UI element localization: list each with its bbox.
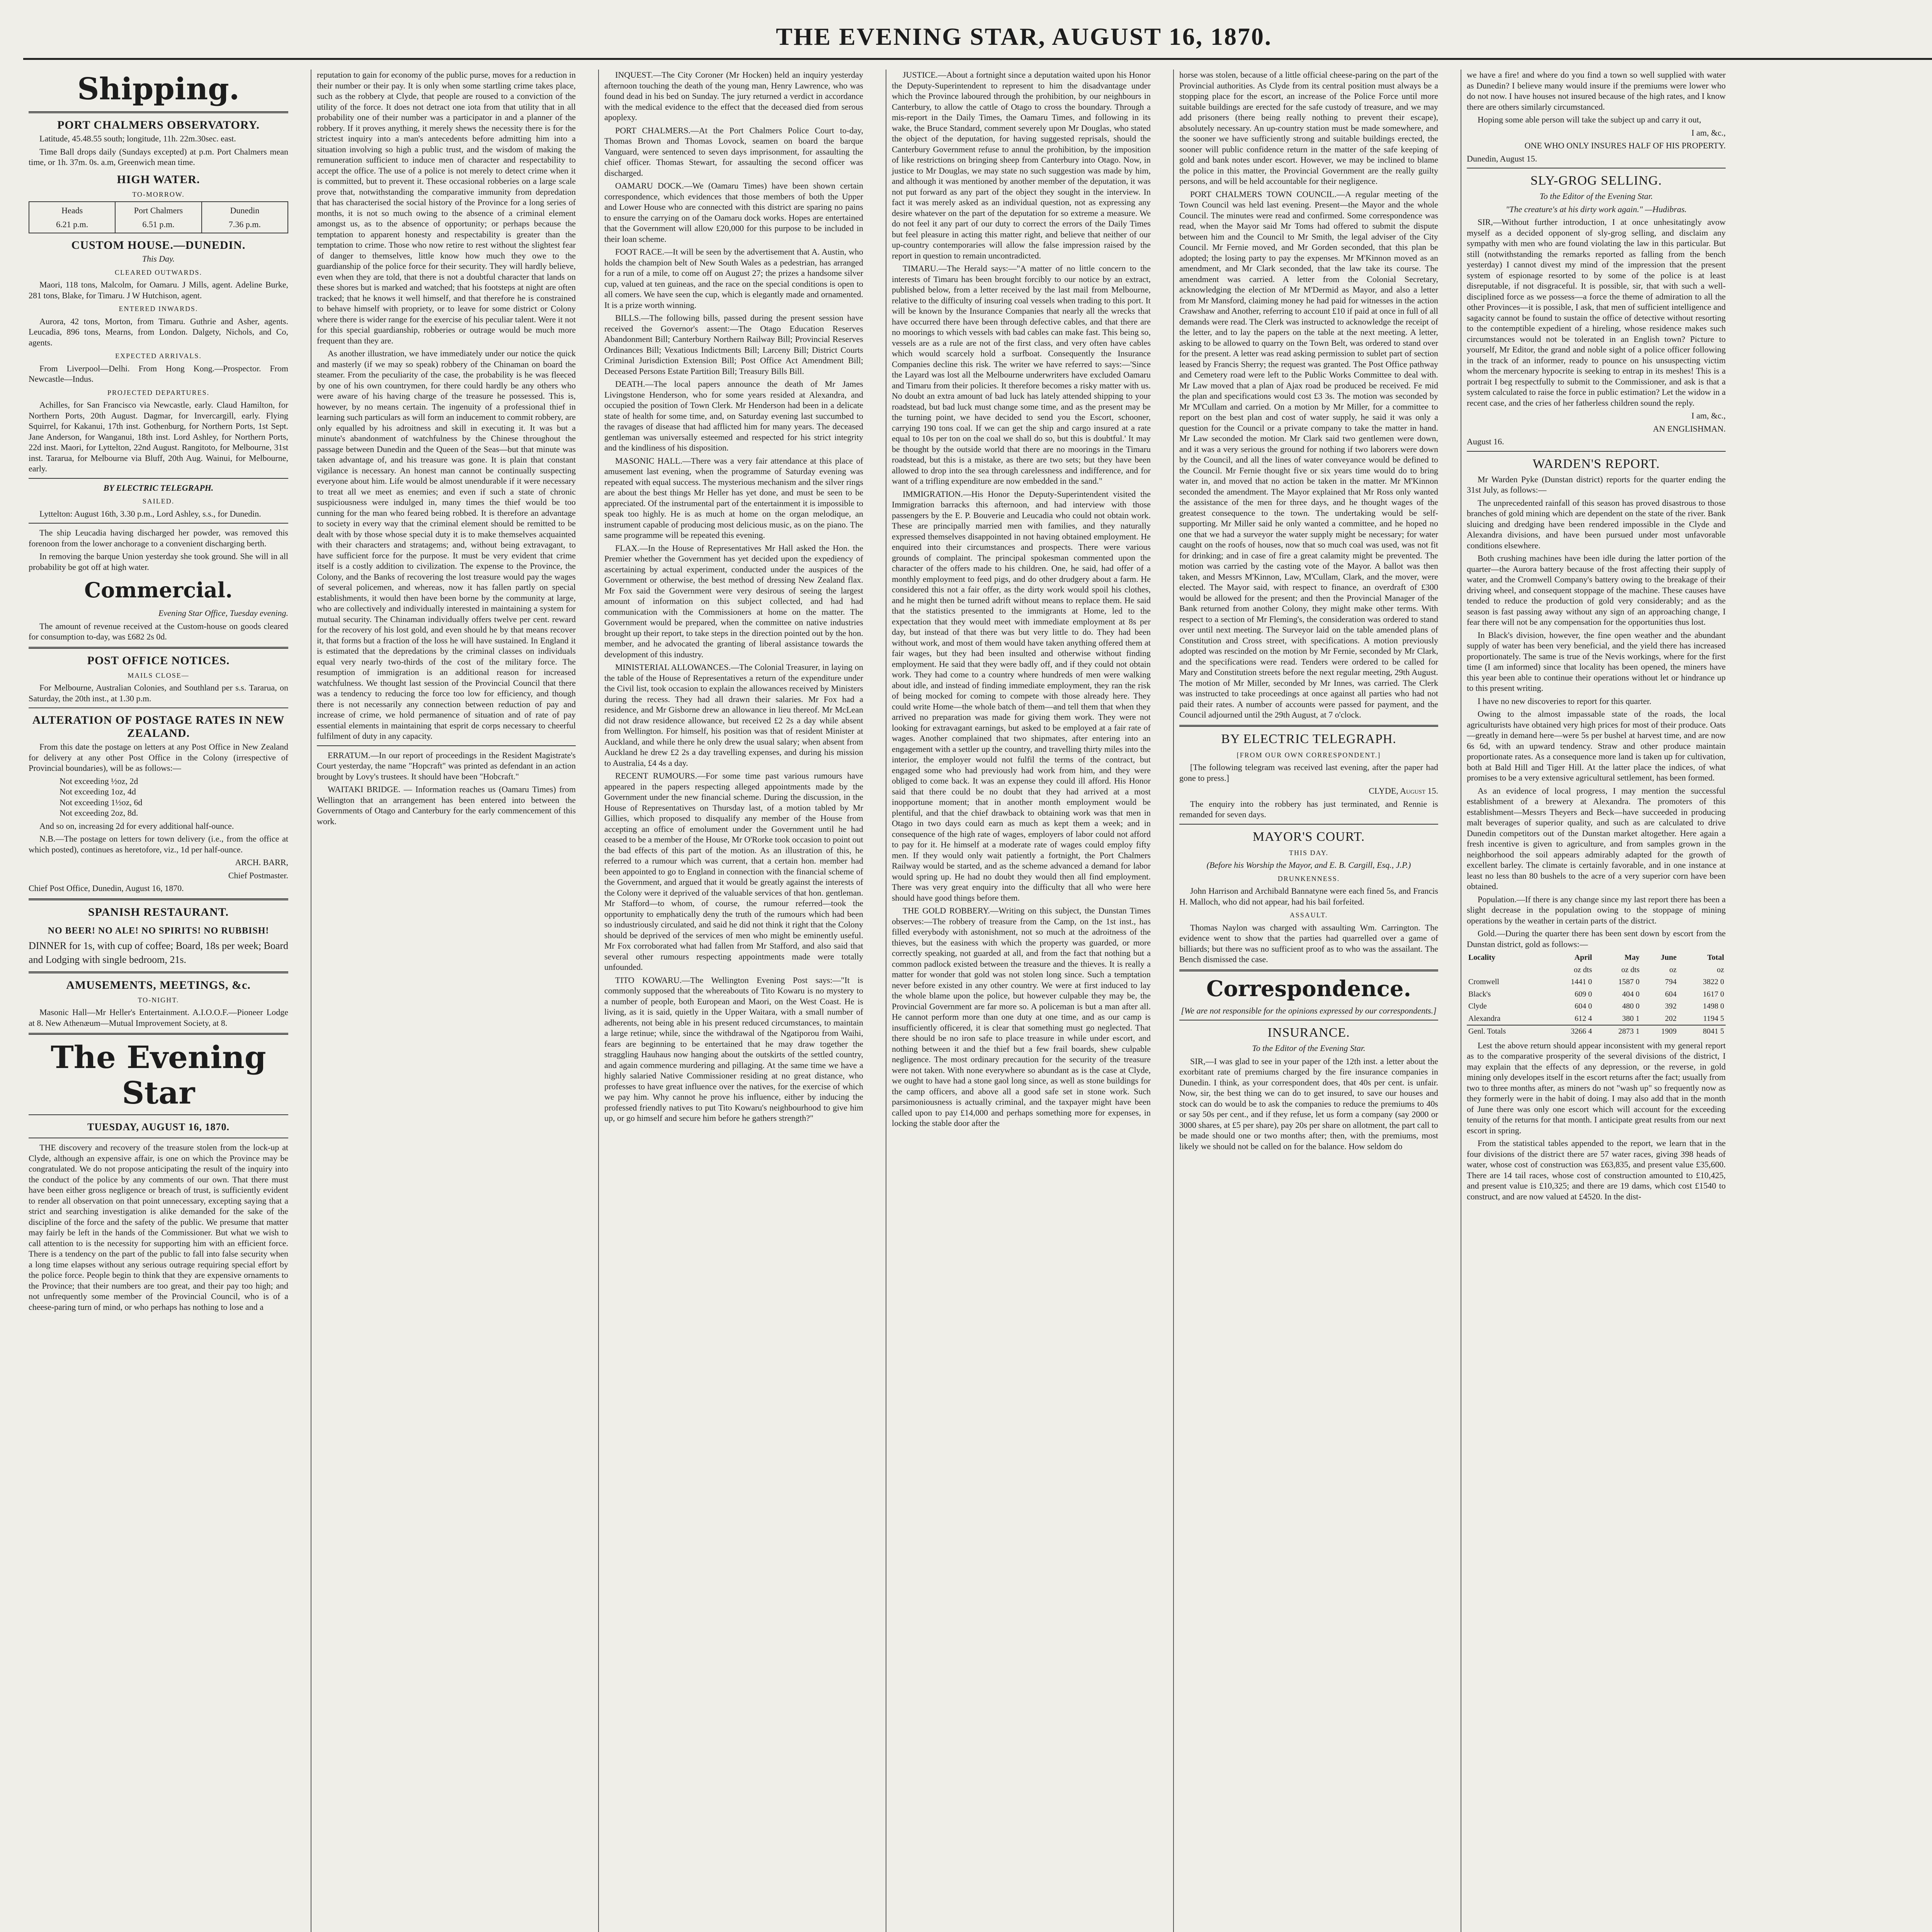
divider: [29, 707, 288, 708]
column-3: [598, 70, 869, 1932]
divider: [29, 111, 288, 113]
shipping-heading: Shipping.: [77, 71, 240, 107]
divider: [29, 898, 288, 900]
tide-port-chalmers: [115, 202, 201, 233]
table-header: Locality: [1468, 953, 1495, 962]
wardens-report-text-5: I have no new discoveries to report for this quarter.: [1478, 696, 1651, 706]
table-cell: 794: [1665, 978, 1677, 986]
table-header: April: [1574, 953, 1592, 962]
timaru-text: TIMARU.—The Herald says:—"A matter of no little concern to the interests of Timaru has been brought forcibly to our notice by an extract, published below, from a letter received by the last mail from Melbourne, relative to the difficulty of insuring coal vessels when trading to this port. It will be known by the Insurance Companies that nearly all the wrecks that have occurred there have been through defective cables, and that there are no moorings to which vessels with bad cables can make fast. This being so, vessels are as a rule are not of the first class, and very often have cables which would scarcely hold a surfboat. Consequently the Insurance Companies decline this risk. The writer we have referred to says:—'Since the Layard was lost all the Melbourne underwriters have excluded Oamaru and Timaru from their policies. It therefore becomes a risky matter with us. No doubt an extra amount of bad luck has lately attended shipping to your roadstead, but bad luck must change some time, and as the present may be the turning point, we have decided to send you the Escort, schooner, carrying 190 tons coal. If we can get the ship and cargo insured at a rate equal to 10s per ton on the coal we shall do so, but this is doubtful.' It may be thought by the outside world that there are no moorings in the Timaru roadstead, but this is a mistake, as there are two sets; but they have been allowed to drop into the sea through carelessness and indifference, and for want of a trifling expenditure are now embedded in the sand.": [892, 264, 1151, 486]
flax-text: FLAX.—In the House of Representatives Mr Hall asked the Hon. the Premier whether the Government has yet decided upon the expediency of ascertaining by actual experiment, conducted under the auspices of the Government or otherwise, the best method of dressing New Zealand flax. Mr Fox said the Government were very desirous of seeing the largest amount of information on this subject collected, and had had communication with the Commissioners at home on the matter. The Government would be prepared, when the committee on native industries brought up their report, to take steps in the direction pointed out by the hon. member, and he advocated the granting of liberal assistance towards the development of this industry.: [604, 543, 863, 659]
sly-grog-quote: "The creature's at his dirty work again." —Hudibras.: [1505, 204, 1687, 214]
telegraph-text: The enquiry into the robbery has just terminated, and Rennie is remanded for seven days.: [1179, 799, 1438, 819]
insurance-dateline: Dunedin, August 15.: [1467, 153, 1537, 163]
waitaki-bridge-text: WAITAKI BRIDGE. — Information reaches us (Oamaru Times) from Wellington that an arrangement has been entered into between the Governments of Otago and Canterbury for the early commencement of this work.: [317, 784, 576, 826]
table-header: June: [1660, 953, 1677, 962]
tide-table: [29, 201, 288, 233]
sly-grog-date: August 16.: [1467, 437, 1504, 446]
wardens-report-text-1: Mr Warden Pyke (Dunstan district) reports for the quarter ending the 31st July, as follows:—: [1467, 474, 1726, 495]
assault-heading: ASSAULT.: [1289, 911, 1328, 919]
divider: [1467, 451, 1726, 452]
divider: [29, 1114, 288, 1115]
drunkenness-text: John Harrison and Archibald Bannatyne were each fined 5s, and Francis H. Malloch, who did not appear, had his bail forfeited.: [1179, 886, 1438, 906]
table-cell: Genl. Totals: [1467, 1025, 1546, 1038]
telegraph-note: [The following telegram was received last evening, after the paper had gone to press.]: [1179, 762, 1438, 783]
table-cell: 202: [1665, 1014, 1677, 1023]
wardens-report-text-8: Population.—If there is any change since my last report there has been a slight decrease in the population owing to the stoppage of mining operations by the weather in certain parts of the district.: [1467, 894, 1726, 925]
table-cell: 612 4: [1575, 1014, 1592, 1023]
immigration-text: IMMIGRATION.—His Honor the Deputy-Superintendent visited the Immigration barracks this afternoon, and had interview with those passengers by the E. P. Bouverie and Leucadia who could not obtain work. These are principally married men with families, and they naturally expressed themselves disappointed in not having obtained employment. He enquired into their circumstances and prospects. There were various grounds of complaint. The principal spokesman commented upon the character of the offers made to his children. One, he said, had offer of a monthly employment to feed pigs, and do other drudgery about a farm. He considered this not a fair offer, as the dirty work would spoil his clothes, and he might then be turned adrift without means to replace them. He said that the statistics presented to the immigrants at Home, led to the expectation that they would meet with immediate employment at 8s per day, but instead of that there was but very little to do. They had been without work, and most of them would have taken anything offered them at fair wages, but they had been insulted and otherwise without finding employment. He said that they were badly off, and if they could not obtain work. They had come to a country where hundreds of men were walking about idle, and instead of finding immediate employment, they ran the risk of being mocked for coming to compete with those already here. They could write Home—the whole batch of them—and tell them that when they arrived no preparation was made for giving them work. They were not looking for extravagant earnings, but asked to be employed at a fair rate of wages. Another complained that two shipmates, after entering into an engagement with a settler up the country, and travelling thirty miles into the interior, the employer would not fulfil the terms of the contract, but engaged some who had previously had work from him, and they were obliged to come back. It was an expense they could ill afford. His Honor said that there could be no doubt that they had arrived at a most inopportune moment; that in another month employment would be plentiful, and that the chief drawback to obtaining work was that men in Otago in two days could earn as much as kept them a week; and in consequence of the high rate of wages, employers of labor could not afford to pay for it. He himself at a moderate rate of wages could employ fifty men. If they would only wait patiently a fortnight, the Port Chalmers Railway would be started, and as the scheme advanced a demand for labor would spring up. He had no doubt they would then all find employment. There was very great enquiry into the difficulty that all who were here should have good things before them.: [892, 489, 1151, 903]
table-unit: [1467, 964, 1546, 976]
column-2: [311, 70, 581, 1932]
table-cell: 1498 0: [1703, 1002, 1724, 1010]
table-cell: 404 0: [1622, 990, 1640, 998]
wardens-report-text-6: Owing to the almost impassable state of the roads, the local agriculturists have obtained very high prices for most of their produce. Oats—greatly in demand here—were 5s per bushel at harvest time, and are now 6s 6d, with an upward tendency. Straw and other produce maintain proportionate rates. As a consequence more land is taken up for cultivation, both at Bald Hill and Tiger Hill. At the latter place the indices, of what promises to be a very extensive agricultural settlement, has been formed.: [1467, 709, 1726, 782]
rate-item: Not exceeding 1½oz, 6d: [60, 797, 143, 807]
table-cell: 3266 4: [1546, 1025, 1594, 1038]
telegraph-sub: SAILED.: [142, 497, 175, 505]
port-chalmers-text: PORT CHALMERS.—At the Port Chalmers Police Court to-day, Thomas Brown and Thomas Lovock, seamen on board the barque Vanguard, were sentenced to seven days imprisonment, for assaulting the chief officer. Thomas Stewart, for assaulting the second officer was discharged.: [604, 125, 863, 178]
projected-departures-heading: PROJECTED DEPARTURES.: [107, 388, 210, 396]
entered-inwards-text: Aurora, 42 tons, Morton, from Timaru. Guthrie and Asher, agents. Leucadia, 896 tons, Mearns, from London. Dalgety, Nichols, and Co, agents.: [29, 316, 288, 347]
masthead: [23, 15, 1932, 60]
gold-escort-table: [1467, 952, 1726, 1038]
commercial-heading: Commercial.: [84, 578, 233, 602]
cleared-outwards-heading: CLEARED OUTWARDS.: [115, 268, 202, 276]
rate-item: Not exceeding 1oz, 4d: [60, 787, 136, 796]
insurance-sign-2: ONE WHO ONLY INSURES HALF OF HIS PROPERTY.: [1524, 141, 1726, 150]
paper-title: The Evening Star: [51, 1039, 266, 1111]
table-row: [1467, 1000, 1726, 1013]
high-water-sub: TO-MORROW.: [132, 190, 185, 198]
table-header: Total: [1707, 953, 1724, 962]
correspondence-note: [We are not responsible for the opinions expressed by our correspondents.]: [1181, 1005, 1437, 1015]
mayors-court-sub: THIS DAY.: [1289, 849, 1329, 857]
divider: [29, 523, 288, 524]
divider: [1179, 824, 1438, 825]
insurance-heading: INSURANCE.: [1267, 1026, 1350, 1040]
sly-grog-to: To the Editor of the Evening Star.: [1539, 191, 1653, 201]
spanish-restaurant-text: DINNER for 1s, with cup of coffee; Board, 18s per week; Board and Lodging with single bedroom, 21s.: [29, 940, 288, 965]
insurance-continued: we have a fire! and where do you find a town so well supplied with water as Dunedin? I believe many would insure if the premiums were lower who do not now. I have houses not insured because of the high rates, and I know there are others similarly circumstanced.: [1467, 70, 1726, 112]
alteration-heading: ALTERATION OF POSTAGE RATES IN NEW ZEALAND.: [32, 714, 285, 740]
table-header-row: [1467, 952, 1726, 964]
paper-date: TUESDAY, AUGUST 16, 1870.: [87, 1121, 230, 1133]
leucadia-text-1: The ship Leucadia having discharged her powder, was removed this forenoon from the lower anchorage to a convenient discharging berth.: [29, 528, 288, 548]
customs-heading: CUSTOM HOUSE.—DUNEDIN.: [71, 239, 246, 252]
leader-continued-2: As another illustration, we have immediately under our notice the quick and masterly (if we may so speak) robbery of the Chinaman on board the steamer. From the peculiarity of the case, the probability is he was fleeced by one of his own countrymen, for there could hardly be any others who were aware of his having charge of the treasure he possessed. This is, however, by no means certain. The ingenuity of a professional thief in learning such particulars as will form an inducement to commit robbery, are only equalled by his adroitness and skill in executing it. It was but a minute's abandonment of watchfulness by the Chinese throughout the passage between Dunedin and the Queen of the Seas—but that minute was taken advantage of, and his treasure was gone. It is plain that constant vigilance is necessary. An honest man cannot be continually suspecting everyone about him. Life would be almost unendurable if it were necessary to treat all we meet as enemies; and even if such a state of chronic suspiciousness were indulged in, many times the thief would be too cunning for the man who feared being robbed. It is therefore an advantage to society in every way that the criminal element should be remitted to be dealt with by those whose special duty it is to make themselves acquainted with their characters and stratagems; and, without being extravagant, to have sufficient force for the purpose. It must be very evident that crime itself is a costly addition to civilization. The expense to the Province, the Colony, and the Banks of recovering the lost treasure would pay the wages of several policemen, and whereas, now it has fallen partly on special establishments, it would then have been borne by the community at large, who are collectively and individually interested in maintaining a system for mutual security. The Chinaman individually offers twelve per cent. reward for the recovery of his lost gold, and even should he by that means recover it, that forms but a fraction of the loss he will have sustained. In England it is estimated that the depredations by the criminal classes on individuals equal very nearly two-thirds of the cost of the military force. The resumption of immigration is an additional reason for increased watchfulness. We thought last session of the Provincial Council that there was a tendency to reducing the force too low for efficiency, and though there is not necessarily any connection between reduction of pay and increase of crime, we hold permanence of situation and of rate of pay essential elements in maintaining that esprit de corps necessary to cheerful fulfilment of duty in any capacity.: [317, 349, 576, 741]
rate-item: Not exceeding ½oz, 2d: [60, 776, 138, 786]
insurance-text: SIR,—I was glad to see in your paper of the 12th inst. a letter about the exorbitant rate of premiums charged by the fire insurance companies in Dunedin. I think, as your correspondent does, that 40s per cent. is unfair. Now, sir, the best thing we can do to get insured, to save our houses and stock can do would be to ask the companies to reduce the premiums to 40s or say 50s per cent., and if they refuse, let us form a company (say 2000 or 3000 shares, at £5 per share), pay 20s per share on allotment, the part call to be made should one or two months after; then, with the premiums, most likely we should not be called on for the balance. How seldom do: [1179, 1056, 1438, 1151]
commercial-text: The amount of revenue received at the Custom-house on goods cleared for consumption to-day, was £682 2s 0d.: [29, 621, 288, 641]
timeball-text: Time Ball drops daily (Sundays excepted) at p.m. Port Chalmers mean time, or 1h. 37m. 0s. a.m, Greenwich mean time.: [29, 146, 288, 167]
column-1: [23, 70, 294, 1932]
masonic-hall-text: MASONIC HALL.—There was a very fair attendance at this place of amusement last evening, when the programme of Saturday evening was repeated with equal success. The mysterious mechanism and the silver rings are about the best things Mr Heller has yet done, and must be seen to be appreciated. Of the instrumental part of the entertainment it is impossible to speak too highly. He is as much at home on the organ melodique, an instrument capable of producing most delicious music, as on the piano. The same programme will be repeated this evening.: [604, 456, 863, 540]
table-cell: Cromwell: [1468, 978, 1499, 986]
customs-sub: This Day.: [142, 254, 175, 264]
bills-text: BILLS.—The following bills, passed during the present session have received the Governor's assent:—The Otago Education Reserves Abandonment Bill; Canterbury Northern Railway Bill; Provincial Reserves Ordinances Bill; Vexatious Indictments Bill; Larceny Bill; District Courts Criminal Jurisdiction Extension Bill; Post Office Act Amendment Bill; Deceased Persons Estate Partition Bill; Treasury Bills Bill.: [604, 313, 863, 376]
wardens-report-text-11: From the statistical tables appended to the report, we learn that in the four divisions of the district there are 57 water races, giving 398 heads of water, whose cost of construction was £63,835, and present value £35,600. There are 14 tail races, whose cost of construction amounted to £10,425, and present value is £10,325; and there are 19 dams, which cost £1540 to construct, and are now valued at £4520. In the dist-: [1467, 1138, 1726, 1201]
entered-inwards-heading: ENTERED INWARDS.: [119, 305, 198, 313]
table-unit: oz dts: [1573, 965, 1592, 974]
telegraph-heading: BY ELECTRIC TELEGRAPH.: [1221, 731, 1396, 746]
table-row: [1467, 976, 1726, 988]
table-cell: 480 0: [1622, 1002, 1640, 1010]
divider: [317, 745, 576, 746]
post-office-heading: POST OFFICE NOTICES.: [87, 654, 230, 667]
divider: [29, 647, 288, 649]
telegraph-text: Lyttelton: August 16th, 3.30 p.m., Lord Ashley, s.s., for Dunedin.: [39, 509, 261, 519]
table-cell: 3822 0: [1703, 978, 1724, 986]
column-5: [1173, 70, 1444, 1932]
divider: [29, 478, 288, 479]
wardens-report-text-3: Both crushing machines have been idle during the latter portion of the quarter—the Aurora battery because of the frost affecting their supply of water, and the Cromwell Company's battery owing to the breakage of their driving wheel, and consequent stoppage of the machine. These causes have tended to reduce the production of gold very considerably; and as the season is fast passing away without any sign of an approaching change, I fear there will not be any compensation for the opportunities thus lost.: [1467, 553, 1726, 627]
column-6: [1461, 70, 1731, 1932]
high-water-heading: HIGH WATER.: [117, 173, 200, 186]
expected-arrivals-heading: EXPECTED ARRIVALS.: [115, 352, 202, 360]
recent-rumours-text: RECENT RUMOURS.—For some time past various rumours have appeared in the papers respecting alleged appointments made by the Government under the new financial scheme. During the discussion, in the House of Representatives on Thursday last, of a motion tabled by Mr Gillies, which proposed to disqualify any member of the House from accepting an office of emolument under the Government until he had ceased to be a member of the House, Mr O'Rorke took occasion to point out the bad effects of this part of the motion. As an illustration of this, he referred to a rumour which was current, that a certain hon. member had been appointed to go to England in connection with the financial scheme of the Government, and argued that it would be greatly against the interests of the Colony were it deprived of the valuable services of that hon. gentleman. Mr Stafford—to whom, of course, the rumour referred—took the opportunity to emphatically deny the truth of the rumours which had been so industriously circulated, and said he did not think it right that the Colony should be deprived of the services of men who might be eminently useful. Mr Fox corroborated what had fallen from Mr Stafford, and also said that several other rumours respecting appointments made were totally unfounded.: [604, 771, 863, 972]
telegraph-sub: [FROM OUR OWN CORRESPONDENT.]: [1236, 751, 1381, 759]
wardens-report-text-2: The unprecedented rainfall of this season has proved disastrous to those branches of gold mining which are dependent on the state of the river. Bank sluicing and dredging have been rendered impossible in the Clyde and Alexandra divisions, and have been pursued under most unfavorable conditions elsewhere.: [1467, 498, 1726, 550]
gold-robbery-text: THE GOLD ROBBERY.—Writing on this subject, the Dunstan Times observes:—The robbery of treasure from the Camp, on the 1st inst., has filled everybody with astonishment, not so much at the adroitness of the thieves, but the easiness with which the property was guarded, or more correctly speaking, not guarded at all, and from the fact that nothing but a common padlock existed between the treasure and the thieves. It is really a matter for wonder that gold was not stolen long since. Such a temptation never before existed in any other country. We were at first induced to lay the whole blame upon the police, but however culpable they may be, the Provincial Government are far more so. A policeman is but a man after all. He cannot perform more than one duty at one time, and as our camp is insufficiently officered, it is clear that something must go neglected. That there should be no iron safe to place treasure in while under escort, and nothing between it and the thief but a few frail boards, shew culpable negligence. The most ordinary precaution for the security of the treasure were not taken. With none everywhere so abundant as is the case at Clyde, we ought to have had a stone gaol long since, as well as stone buildings for the camp officers, and above all a good safe set in stone work. Such parsimoniousness is actually criminal, and the taxpayer might have been called upon to pay £14,000 and perhaps something more for expenses, in locking the stable door after the: [892, 906, 1151, 1128]
wardens-report-text-4: In Black's division, however, the fine open weather and the abundant supply of water has been very beneficial, and the yield there has increased proportionately. The same is true of the Nevis workings, where for the first time (I am informed) since that locality has been opened, the miners have this year been able to continue their operations without let or hindrance up to this present writing.: [1467, 630, 1726, 693]
wardens-report-text-9: Gold.—During the quarter there has been sent down by escort from the Dunstan district, gold as follows:—: [1467, 929, 1726, 949]
table-header: May: [1624, 953, 1640, 962]
table-cell: Black's: [1468, 990, 1491, 998]
divider: [29, 971, 288, 973]
table-cell: 392: [1665, 1002, 1677, 1010]
mayors-court-heading: MAYOR'S COURT.: [1252, 829, 1365, 844]
sly-grog-heading: SLY-GROG SELLING.: [1530, 173, 1662, 188]
observatory-text: Latitude, 45.48.55 south; longitude, 11h. 22m.30sec. east.: [39, 134, 236, 143]
table-unit: oz: [1669, 965, 1677, 974]
cleared-outwards-text: Maori, 118 tons, Malcolm, for Oamaru. J Mills, agent. Adeline Burke, 281 tons, Blake, for Timaru. J W Hutchison, agent.: [29, 280, 288, 300]
tide-time: 7.36 p.m.: [228, 219, 261, 229]
foot-race-text: FOOT RACE.—It will be seen by the advertisement that A. Austin, who holds the champion belt of New South Wales as a pedestrian, has arranged for a run of a mile, to come off on August 27; the prizes a handsome silver cup, valued at ten guineas, and the race on the special conditions is open to all comers. We have seen the cup, which is elegantly made and ornamented. It is a prize worth winning.: [604, 247, 863, 310]
divider: [1179, 725, 1438, 727]
table-cell: 1909: [1641, 1025, 1678, 1038]
assault-text: Thomas Naylon was charged with assaulting Wm. Carrington. The evidence went to show that the parties had quarrelled over a game of billiards; but there was no sufficient proof as to who was the assailant. The Bench dismissed the case.: [1179, 922, 1438, 964]
wardens-report-text-10: Lest the above return should appear inconsistent with my general report as to the comparative prosperity of the several divisions of the district, I may explain that the effects of any depression, or the reverse, in gold mining only developes itself in the escort returns after the fact; usually from two to three months after, as miners do not "wash up" so frequently now as they formerly were in the habit of doing. I may also add that in the month of June there was only one escort which will account for the exceeding tenuity of the returns for that month. I anticipate great results from our next escort in spring.: [1467, 1040, 1726, 1135]
table-unit: oz: [1717, 965, 1724, 974]
table-cell: Clyde: [1468, 1002, 1487, 1010]
gold-robbery-continued: horse was stolen, because of a little official cheese-paring on the part of the Provincial authorities. As Clyde from its central position must always be a stopping place for the escort, an increase of the Police Force until more suitable buildings are erected for the safe custody of treasure, and we may add prisoners (there being really nothing to prevent their escape), absolutely necessary. An up-country station must be made somewhere, and the sooner we have sufficiently strong and suitable buildings erected, the sooner will public confidence return in the matter of the safe keeping of gold and bank notes under escort. However, we may be inclined to blame the police in this matter, the Provincial Government are the really guilty persons, and will be held accountable for their negligence.: [1179, 70, 1438, 186]
table-cell: 8041 5: [1678, 1025, 1726, 1038]
table-cell: 1587 0: [1618, 978, 1640, 986]
divider: [1179, 969, 1438, 971]
projected-departures-text: Achilles, for San Francisco via Newcastle, early. Claud Hamilton, for Northern Ports, 20th August. Dagmar, for Invercargill, early. Flying Squirrel, for Kakanui, 17th inst. Gothenburg, for Northern Ports, 1st Sept. Jane Anderson, for Wanganui, 18th inst. Lord Ashley, for Northern Ports, 22d inst. Maori, for Lyttelton, 22nd August. Rangitoto, for Melbourne, 31st inst. Tararua, for Melbourne via Bluff, 20th Aug. Wainui, for Melbourne, early.: [29, 400, 288, 473]
signature-place: Chief Post Office, Dunedin, August 16, 1870.: [29, 883, 184, 893]
insurance-closing: Hoping some able person will take the subject up and carry it out,: [1478, 115, 1701, 124]
insurance-sign-1: I am, &c.,: [1691, 128, 1726, 138]
table-cell: 380 1: [1622, 1014, 1640, 1023]
rates-after-text: And so on, increasing 2d for every additional half-ounce.: [39, 821, 234, 831]
table-cell: 604: [1665, 990, 1677, 998]
mayors-court-bench: (Before his Worship the Mayor, and E. B. Cargill, Esq., J.P.): [1206, 860, 1411, 870]
table-total-row: [1467, 1025, 1726, 1038]
nb-text: N.B.—The postage on letters for town delivery (i.e., from the office at which posted), continues as heretofore, viz., 1d per half-ounce.: [29, 834, 288, 854]
table-row: [1467, 1013, 1726, 1026]
observatory-heading: PORT CHALMERS OBSERVATORY.: [57, 119, 260, 131]
erratum-text: ERRATUM.—In our report of proceedings in the Resident Magistrate's Court yesterday, the name "Hopcraft" was printed as defendant in an action brought by Lovy's trustees. It should have been "Hobcraft.": [317, 750, 576, 781]
sly-grog-text: SIR,—Without further introduction, I at once unhesitatingly avow myself as a decided opponent of sly-grog selling, and disclaim any sympathy with men who are found violating the law in this particular. But still (notwithstanding the remarks reported as falling from the bench yesterday) I cannot divest my mind of the impression that the present system of espionage resorted to by some of the police is at least disreputable, if not disgraceful. It is possible, sir, that with such a well-disciplined force as we possess—a force the theme of admiration to all the other Provinces—it is possible, I ask, that men of sufficient intelligence and sagacity cannot be found to sustain the office of detective without resorting to the contemptible expedient of a hireling, whose residence makes such circumstances would not be tolerated in an English town? Picture to yourself, Mr Editor, the grand and noble sight of a police officer following in the track of an informer, ready to pounce on his unsuspecting victim whom the mercenary hypocrite is seeking to entrap in its meshes! This is a portrait I beg respectfully to submit to the Commissioner, and ask is that a system calculated to raise the force in public estimation? Let the widow in a recent case, and the cries of her fatherless children sound the reply.: [1467, 217, 1726, 408]
tito-kowaru-text: TITO KOWARU.—The Wellington Evening Post says:—"It is commonly supposed that the whereabouts of Tito Kowaru is no mystery to a number of people, both European and Maori, on the West Coast. He is living, as it is said, quietly in the Upper Waitara, with a small number of adherents, not being able in his present reduced circumstances, to maintain a large retinue; while, since the withdrawal of the Ngatiporou from Waihi, fears are beginning to be entertained that he may draw together the straggling Hauhaus now hanging about the outskirts of the settled country, and again commence murdering and pillaging. At the same time we have a highly salaried Native Commissioner residing at no great distance, who professes to have great influence over the natives, for the exercise of which we pay him. Why cannot he prove his influence, either by inducing the professed friendly natives to put Tito Kowaru's neighbourhood to give him up, or go himself and secure him before he gathers strength?": [604, 975, 863, 1123]
table-unit: oz dts: [1621, 965, 1640, 974]
table-cell: Alexandra: [1468, 1014, 1501, 1023]
table-cell: 604 0: [1575, 1002, 1592, 1010]
spanish-restaurant-heading: SPANISH RESTAURANT.: [88, 905, 229, 918]
signature-title: Chief Postmaster.: [228, 870, 288, 880]
tide-label: Port Chalmers: [134, 206, 183, 215]
sly-grog-sign-2: AN ENGLISHMAN.: [1653, 423, 1726, 434]
tide-heads: [29, 202, 115, 233]
column-4: [886, 70, 1156, 1932]
rates-list: [29, 776, 288, 818]
table-cell: 609 0: [1575, 990, 1592, 998]
commercial-office: Evening Star Office, Tuesday evening.: [158, 608, 288, 618]
masthead-title: THE EVENING STAR, AUGUST 16, 1870.: [776, 23, 1272, 50]
insurance-to: To the Editor of the Evening Star.: [1252, 1043, 1366, 1053]
tide-label: Heads: [61, 206, 83, 215]
telegraph-heading: BY ELECTRIC TELEGRAPH.: [103, 483, 214, 493]
leader-text: THE discovery and recovery of the treasure stolen from the lock-up at Clyde, although an expensive affair, is one on which the Province may be congratulated. We do not propose anticipating the result of the inquiry into the conduct of the police by any comments of our own. That there must have been either gross negligence or breach of trust, is sufficiently evident to render all observation on that point unnecessary, excepting saying that a strict and searching investigation is alike demanded for the sake of the discipline of the force and the safety of the public. We presume that matter may fairly be left in the hands of the Commissioner. But what we wish to call attention to is the necessity for supporting him with an efficient force. There is a tendency on the part of the public to fall into false security when a long time elapses without any serious outrage requiring special effort by the police force. People begin to think that they are expensive ornaments to the Province; that their numbers are too great, and their pay too high; and not unfrequently some member of the Provincial Council, who is of a cheese-paring turn of mind, or who perhaps has nothing to lose and a: [29, 1143, 288, 1312]
table-cell: 1194 5: [1703, 1014, 1724, 1023]
amusements-text: Masonic Hall—Mr Heller's Entertainment. A.I.O.O.F.—Pioneer Lodge at 8. New Athenæum—Mutual Improvement Society, at 8.: [29, 1007, 288, 1028]
sly-grog-sign-1: I am, &c.,: [1691, 411, 1726, 420]
leader-continued-1: reputation to gain for economy of the public purse, moves for a reduction in their number or their pay. It is only when some startling crime takes place, such as the robbery at Clyde, that people are roused to a conviction of the utility of the force. It does not detract one iota from that utility that in all probability one of their number was a participator in and a planner of the robbery. If it proves anything, it merely shews the necessity there is for the strictest inquiry into a man's antecedents before admitting him into a situation involving so high a public trust, and the wisdom of making the remuneration sufficient to induce men of character and respectability to accept the office. The use of a police is not merely to detect crime when it is committed, but to prevent it. These occasional robberies on a large scale prove that, notwithstanding the comparative immunity from depredation that has characterised the social history of the Province for a long series of months, it is not so much owing to the absence of a criminal element amongst us, as to the absence of opportunity; or perhaps because the temptation to apparent honesty and respectability is greater than the temptation to crime. Those who now retire to rest without the slightest fear of danger to themselves, little know how much they owe to the guardianship of the police force for their security. They will hardly believe, even when they are told, that there is not a doubtful character that lands on these shores but is marked and watched; that his footsteps at night are often tracked; that he knows it well himself, and that therefore he is constrained to behave himself with propriety, or to leave for some district or Colony where there is wider range for the exercise of his peculiar talent. Were it not for this special guardianship, robberies or outrage would be much more frequent than they are.: [317, 70, 576, 345]
oamaru-dock-text: OAMARU DOCK.—We (Oamaru Times) have been shown certain correspondence, which evidences that those members of both the Upper and Lower House who are connected with this district are sparing no pains to ensure the carrying on of the Oamaru dock works. Hopes are entertained that the Government will allow £20,000 for this purpose to be included in their loan scheme.: [604, 181, 863, 244]
alteration-text: From this date the postage on letters at any Post Office in New Zealand for delivery at any other Post Office in the Colony (irrespective of Provincial boundaries), will be as follows:—: [29, 742, 288, 773]
wardens-report-heading: WARDEN'S REPORT.: [1532, 456, 1660, 471]
tide-dunedin: [201, 202, 287, 233]
post-office-text: For Melbourne, Australian Colonies, and Southland per s.s. Tararua, on Saturday, the 20th inst., at 1.30 p.m.: [29, 683, 288, 703]
divider: [29, 1033, 288, 1035]
amusements-sub: TO-NIGHT.: [138, 996, 179, 1004]
tide-label: Dunedin: [230, 206, 260, 215]
rate-item: Not exceeding 2oz, 8d.: [60, 808, 138, 818]
ministerial-allowances-text: MINISTERIAL ALLOWANCES.—The Colonial Treasurer, in laying on the table of the House of Representatives a return of the expenditure under the Civil list, took occasion to explain the allowances received by Ministers during the recess. They had all drawn their salaries. Mr Fox had a residence, and Mr Gisborne drew an allowance in lieu thereof. Mr McLean did not draw residence allowance, but received £2 2s a day while absent from Wellington. For himself, his position was that of resident Minister at Auckland, and while there he only drew the usual salary; when absent from Auckland he drew £2 2s a day travelling expenses, and during his mission to Australia, £4 4s a day.: [604, 662, 863, 768]
spanish-restaurant-sub: NO BEER! NO ALE! NO SPIRITS! NO RUBBISH!: [48, 925, 269, 936]
signature-name: ARCH. BARR,: [235, 857, 288, 867]
drunkenness-heading: DRUNKENNESS.: [1277, 874, 1340, 883]
correspondence-heading: Correspondence.: [1206, 976, 1412, 1002]
telegraph-place: CLYDE, August 15.: [1369, 786, 1438, 796]
town-council-text: PORT CHALMERS TOWN COUNCIL.—A regular meeting of the Town Council was held last evening. Present—the Mayor and the whole Council. The minutes were read and confirmed. Some correspondence was read, when the Mayor said Mr Toms had offered to submit the dispute between him and the Council to Mr Smith, the legal adviser of the City Council. Mr Fernie moved, and Mr Gorden seconded, that this plan be adopted; the losing party to pay the expenses. Mr M'Kinnon moved as an amendment, and Mr Clark seconded, that the law take its course. The amendment was carried. A letter from the Colonial Secretary, acknowledging the election of Mr M'Dermid as Mayor, and also a letter from Mr Mansford, claiming money he had paid for witnesses in the action Crawshaw and Another, referring to account £10 if paid at once in full of all demands were read. The Clerk was instructed to acknowledge the receipt of the letter, and to lay the papers on the table at the next meeting. A letter, asking to be allowed to quarry on the Town Belt, was ordered to stand over for the present. A letter was read asking permission to sublet part of section leased by Francis Sherry; the request was granted. The Post Office pathway and Cemetery road were left to the Public Works Committee to deal with. Mr Law moved that a plan of Ajax road be produced be received. Fe mid the plan and specifications would cost £3 3s. The motion was seconded by Mr M'Cullam and carried. On a motion by Mr Miller, for a committee to report on the best plan and cost of water supply, he said it was only a question for the Council or a private company to take the matter in hand. Mr Law seconded the motion. Mr Clark said two gentlemen were down, and it was a very serious the ground for nothing if two laborers were down by the Council, and all the lines of water conveyance would be defined to the Council. Mr Fernie thought five or six years time would do to bring water in, and moved that no action be taken in the matter. Mr M'Kinnon seconded the amendment. The Mayor explained that Mr Ross only wanted the assistance of the men for three days, and he thought wages of the greatest consequence to the town. The undertaking would be self-supporting. Mr Miller said he only wanted a committee, and he hoped no one that we had a surveyor the water supply might be necessary; for water caught on the roofs of houses, now that so much coal was used, was not fit for drinking; and in case of fire a great calamity might be prevented. The motion was carried by the casting vote of the Mayor. A ballot was then taken, and Messrs M'Kinnon, Law, M'Cullam, Clark, and the mover, were elected. The Mayor said, with respect to finance, an overdraft of £300 would be allowed for the present; and then the Provincial Manager of the Bank returned from another Colony, they might make other terms. With respect to a section of Mr Fleming's, the consideration was ordered to stand over until next meeting. The Surveyor laid on the table amended plans of Constitution and Cross street, with specifications. A motion previously adopted was rescinded on the motion by Mr Fernie, seconded by Mr Clark, and the specifications were read. Tenders were ordered to be called for Mary and Constitution streets before the next regular meeting, 29th August. The motion of Mr Miller, seconded by Mr Innes, was carried. The Clerk was instructed to take proceedings at once against all parties who had not paid their rates. A number of accounts were passed for payment, and the Council adjourned until the 29th August, at 7 o'clock.: [1179, 189, 1438, 719]
justice-text: JUSTICE.—About a fortnight since a deputation waited upon his Honor the Deputy-Superintendent to represent to him the disadvantage under which the Province laboured through the prohibition, by our neighbours in Canterbury, to allow the cattle of Otago to cross the boundary. Through a mis-report in the Daily Times, the Oamaru Times, and following in its wake, the Bruce Standard, comment severely upon Mr Douglas, who stated the object of the deputation, for having suggested reprisals, should the Canterbury Government refuse to annul the prohibition, by the imposition of like restrictions on bringing sheep from Canterbury into Otago. Now, in justice to Mr Douglas, we may state no such suggestion was made by him, and although it was mentioned by another member of the deputation, it was not put forward as any part of the object they sought in the interview. In fact it was merely asked as an individual question, not as expressing any desire whatever on the part of the deputation for so extreme a measure. We do not feel it any part of our duty to correct the errors of the Daily Times but feel pleasure in acting this matter right, and believe that neither of our up-country contemporaries will allow the false impression raised by the report in question to remain uncontradicted.: [892, 70, 1151, 260]
leucadia-text-2: In removing the barque Union yesterday she took ground. She will in all probability be got off at high water.: [29, 551, 288, 572]
wardens-report-text-7: As an evidence of local progress, I may mention the successful establishment of a brewery at Alexandra. The promoters of this establishment—Messrs Theyers and Beck—have succeeded in producing malt beverages of superior quality, and such as are calculated to drive Dunedin competitors out of the Dunstan market altogether. Here again a fresh incentive is given to agriculture, and from samples grown in the neighborhood the soil appears admirably adapted for the growth of excellent barley. The climate is certainly favorable, and in one instance at least no less than 80 bushels to the acre of a very superior corn have been obtained.: [1467, 786, 1726, 891]
tide-time: 6.21 p.m.: [56, 219, 88, 229]
tide-time: 6.51 p.m.: [142, 219, 175, 229]
table-cell: 1617 0: [1703, 990, 1724, 998]
post-office-sub: MAILS CLOSE—: [128, 671, 189, 679]
table-cell: 2873 1: [1594, 1025, 1641, 1038]
inquest-text: INQUEST.—The City Coroner (Mr Hocken) held an inquiry yesterday afternoon touching the death of the young man, Henry Lawrence, who was found dead in his bed on Sunday. The jury returned a verdict in accordance with the medical evidence to the effect that the deceased died from serous apoplexy.: [604, 70, 863, 122]
amusements-heading: AMUSEMENTS, MEETINGS, &c.: [66, 978, 251, 992]
table-row: [1467, 988, 1726, 1001]
expected-arrivals-text: From Liverpool—Delhi. From Hong Kong.—Prospector. From Newcastle—Indus.: [29, 363, 288, 384]
death-text: DEATH.—The local papers announce the death of Mr James Livingstone Henderson, who for some years resided at Alexandra, and occupied the position of Town Clerk. Mr Henderson had been in a delicate state of health for some time, and, on Saturday evening last succumbed to the ravages of disease that had afflicted him for many years. The deceased gentleman was universally esteemed and respected for his strict integrity and the kindliness of his disposition.: [604, 379, 863, 452]
table-units-row: [1467, 964, 1726, 976]
table-cell: 1441 0: [1571, 978, 1592, 986]
